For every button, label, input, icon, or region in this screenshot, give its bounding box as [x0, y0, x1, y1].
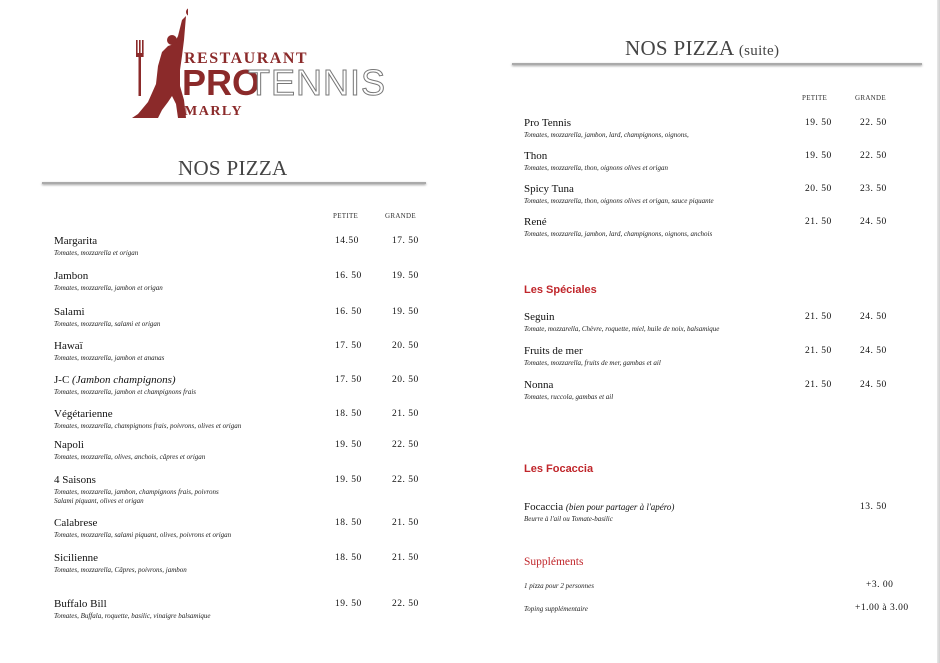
category-title-speciales: Les Spéciales: [524, 284, 597, 296]
price-grande: 20. 50: [392, 341, 419, 351]
menu-item-spicy-tuna: [524, 183, 714, 206]
item-name: Buffalo Bill: [54, 598, 107, 610]
logo-restaurant-text: RESTAURANT: [184, 50, 309, 67]
menu-item-thon: [524, 150, 668, 173]
col-head-grande: GRANDE: [855, 94, 886, 102]
supplement-label: Toping supplémentaire: [524, 605, 588, 613]
page-title-main: NOS PIZZA: [625, 36, 734, 60]
price-grande: 17. 50: [392, 236, 419, 246]
price-grande: 22. 50: [392, 475, 419, 485]
supplement-label: 1 pizza pour 2 personnes: [524, 582, 595, 590]
item-desc: Tomates, mozzarella, salami et origan: [54, 320, 161, 328]
price-petite: 19. 50: [805, 151, 832, 161]
menu-item-calabrese: [54, 517, 231, 540]
price-petite: 18. 50: [335, 518, 362, 528]
item-desc: Tomates, mozzarella, thon, oignons olives et origan, sauce piquante: [524, 197, 714, 205]
price-petite: 16. 50: [335, 307, 362, 317]
price-grande: 19. 50: [392, 307, 419, 317]
menu-item-jc: [54, 374, 196, 397]
price-grande: 24. 50: [860, 380, 887, 390]
price-petite: 16. 50: [335, 271, 362, 281]
tennis-player-fork-icon: [128, 6, 188, 124]
item-desc: Tomates, Buffala, roquette, basilic, vinaigre balsamique: [54, 612, 211, 620]
price-petite: 17. 50: [335, 341, 362, 351]
col-head-petite: PETITE: [802, 94, 828, 102]
col-head-petite: PETITE: [333, 212, 359, 220]
price-petite: 17. 50: [335, 375, 362, 385]
item-desc: Tomate, mozzarella, Chèvre, roquette, miel, huile de noix, balsamique: [524, 325, 720, 333]
item-name: Spicy Tuna: [524, 183, 574, 195]
item-desc: Tomates, mozzarella, jambon et ananas: [54, 354, 165, 362]
item-name: Margarita: [54, 235, 98, 247]
item-name: Sicilienne: [54, 552, 98, 564]
item-desc: Beurre à l'ail ou Tomate-basilic: [524, 515, 613, 523]
item-desc: Tomates, mozzarella, fruits de mer, gambas et ail: [524, 359, 661, 367]
item-desc: Tomates, mozzarella, olives, anchois, câpres et origan: [54, 453, 206, 461]
item-desc: Tomates, mozzarella, jambon et origan: [54, 284, 163, 292]
price-grande: 22. 50: [860, 118, 887, 128]
category-title-focaccia: Les Focaccia: [524, 463, 594, 475]
menu-item-vegetarienne: [54, 408, 241, 431]
item-name: Thon: [524, 150, 548, 162]
item-desc-line2: Salami piquant, olives et origan: [54, 497, 144, 505]
price-petite: 18. 50: [335, 409, 362, 419]
item-desc: Tomates, mozzarella, salami piquant, olives, poivrons et origan: [54, 531, 232, 539]
item-name: Jambon: [54, 270, 89, 282]
price-grande: 22. 50: [392, 440, 419, 450]
menu-item-jambon: [54, 270, 163, 293]
item-name: 4 Saisons: [54, 474, 96, 486]
price-grande: 19. 50: [392, 271, 419, 281]
menu-item-nonna: [524, 379, 613, 402]
menu-item-fruits-de-mer: [524, 345, 661, 368]
supplements-title: Suppléments: [524, 556, 584, 568]
item-desc: Tomates, ruccola, gambas et ail: [524, 393, 614, 401]
supplement-price: +3. 00: [866, 580, 894, 590]
title-divider: [512, 63, 922, 65]
price-petite: 21. 50: [805, 380, 832, 390]
menu-item-salami: [54, 306, 160, 329]
menu-item-seguin: [524, 311, 719, 334]
item-name: Hawaï: [54, 340, 83, 352]
menu-item-buffalo-bill: [54, 598, 211, 621]
price-petite: 20. 50: [805, 184, 832, 194]
price-grande: 21. 50: [392, 553, 419, 563]
price-petite: 18. 50: [335, 553, 362, 563]
page-title: NOS PIZZA: [178, 156, 288, 180]
price-grande: 24. 50: [860, 217, 887, 227]
logo-tennis-text: TENNIS: [248, 62, 387, 103]
menu-item-margarita: [54, 235, 138, 258]
menu-item-focaccia: [524, 501, 674, 524]
item-desc: Tomates, mozzarella, jambon, lard, champignons, oignons,: [524, 131, 689, 139]
menu-page-right: [470, 0, 940, 663]
col-head-grande: GRANDE: [385, 212, 416, 220]
item-name-note: (bien pour partager à l'apéro): [565, 502, 675, 512]
price-single: 13. 50: [860, 502, 887, 512]
item-name-main: Focaccia: [524, 501, 564, 513]
page-title-suffix: (suite): [738, 43, 780, 59]
restaurant-logo: [128, 6, 387, 124]
price-petite: 21. 50: [805, 312, 832, 322]
item-name-note: (Jambon champignons): [72, 374, 176, 386]
price-grande: 23. 50: [860, 184, 887, 194]
item-name: Nonna: [524, 379, 554, 391]
price-grande: 20. 50: [392, 375, 419, 385]
title-divider: [42, 182, 426, 184]
menu-item-hawai: [54, 340, 164, 363]
price-grande: 22. 50: [860, 151, 887, 161]
price-petite: 14.50: [335, 236, 359, 246]
price-petite: 19. 50: [805, 118, 832, 128]
item-name: Végétarienne: [54, 408, 113, 420]
item-name: [54, 374, 196, 386]
item-name: Salami: [54, 306, 85, 318]
price-petite: 21. 50: [805, 346, 832, 356]
item-name: Napoli: [54, 439, 84, 451]
price-grande: 22. 50: [392, 599, 419, 609]
menu-item-sicilienne: [54, 552, 187, 575]
logo-pro-text: PRO: [182, 62, 261, 103]
menu-item-4-saisons: [54, 474, 219, 506]
item-name: Calabrese: [54, 517, 98, 529]
item-desc: Tomates, mozzarella et origan: [54, 249, 139, 257]
item-desc: Tomates, mozzarella, Câpres, poivrons, jambon: [54, 566, 187, 574]
item-name: René: [524, 216, 547, 228]
menu-item-pro-tennis: [524, 117, 689, 140]
supplement-price: +1.00 à 3.00: [855, 603, 909, 613]
price-petite: 19. 50: [335, 599, 362, 609]
item-name-main: J-C: [54, 374, 70, 386]
price-petite: 19. 50: [335, 440, 362, 450]
menu-item-napoli: [54, 439, 205, 462]
item-desc: Tomates, mozzarella, jambon, lard, champignons, oignons, anchois: [524, 230, 713, 238]
logo-marly-text: MARLY: [184, 104, 244, 119]
price-grande: 21. 50: [392, 518, 419, 528]
price-grande: 24. 50: [860, 312, 887, 322]
price-grande: 24. 50: [860, 346, 887, 356]
item-name: Seguin: [524, 311, 555, 323]
item-name: [524, 501, 674, 513]
price-petite: 21. 50: [805, 217, 832, 227]
menu-item-rene: [524, 216, 712, 239]
price-grande: 21. 50: [392, 409, 419, 419]
page-title-suite: [625, 36, 779, 61]
item-desc: Tomates, mozzarella, jambon, champignons frais, poivrons: [54, 488, 219, 496]
item-desc: Tomates, mozzarella, thon, oignons olives et origan: [524, 164, 668, 172]
item-desc: Tomates, mozzarella, champignons frais, poivrons, olives et origan: [54, 422, 242, 430]
item-name: Fruits de mer: [524, 345, 583, 357]
item-desc: Tomates, mozzarella, jambon et champignons frais: [54, 388, 197, 396]
price-petite: 19. 50: [335, 475, 362, 485]
item-name: Pro Tennis: [524, 117, 572, 129]
